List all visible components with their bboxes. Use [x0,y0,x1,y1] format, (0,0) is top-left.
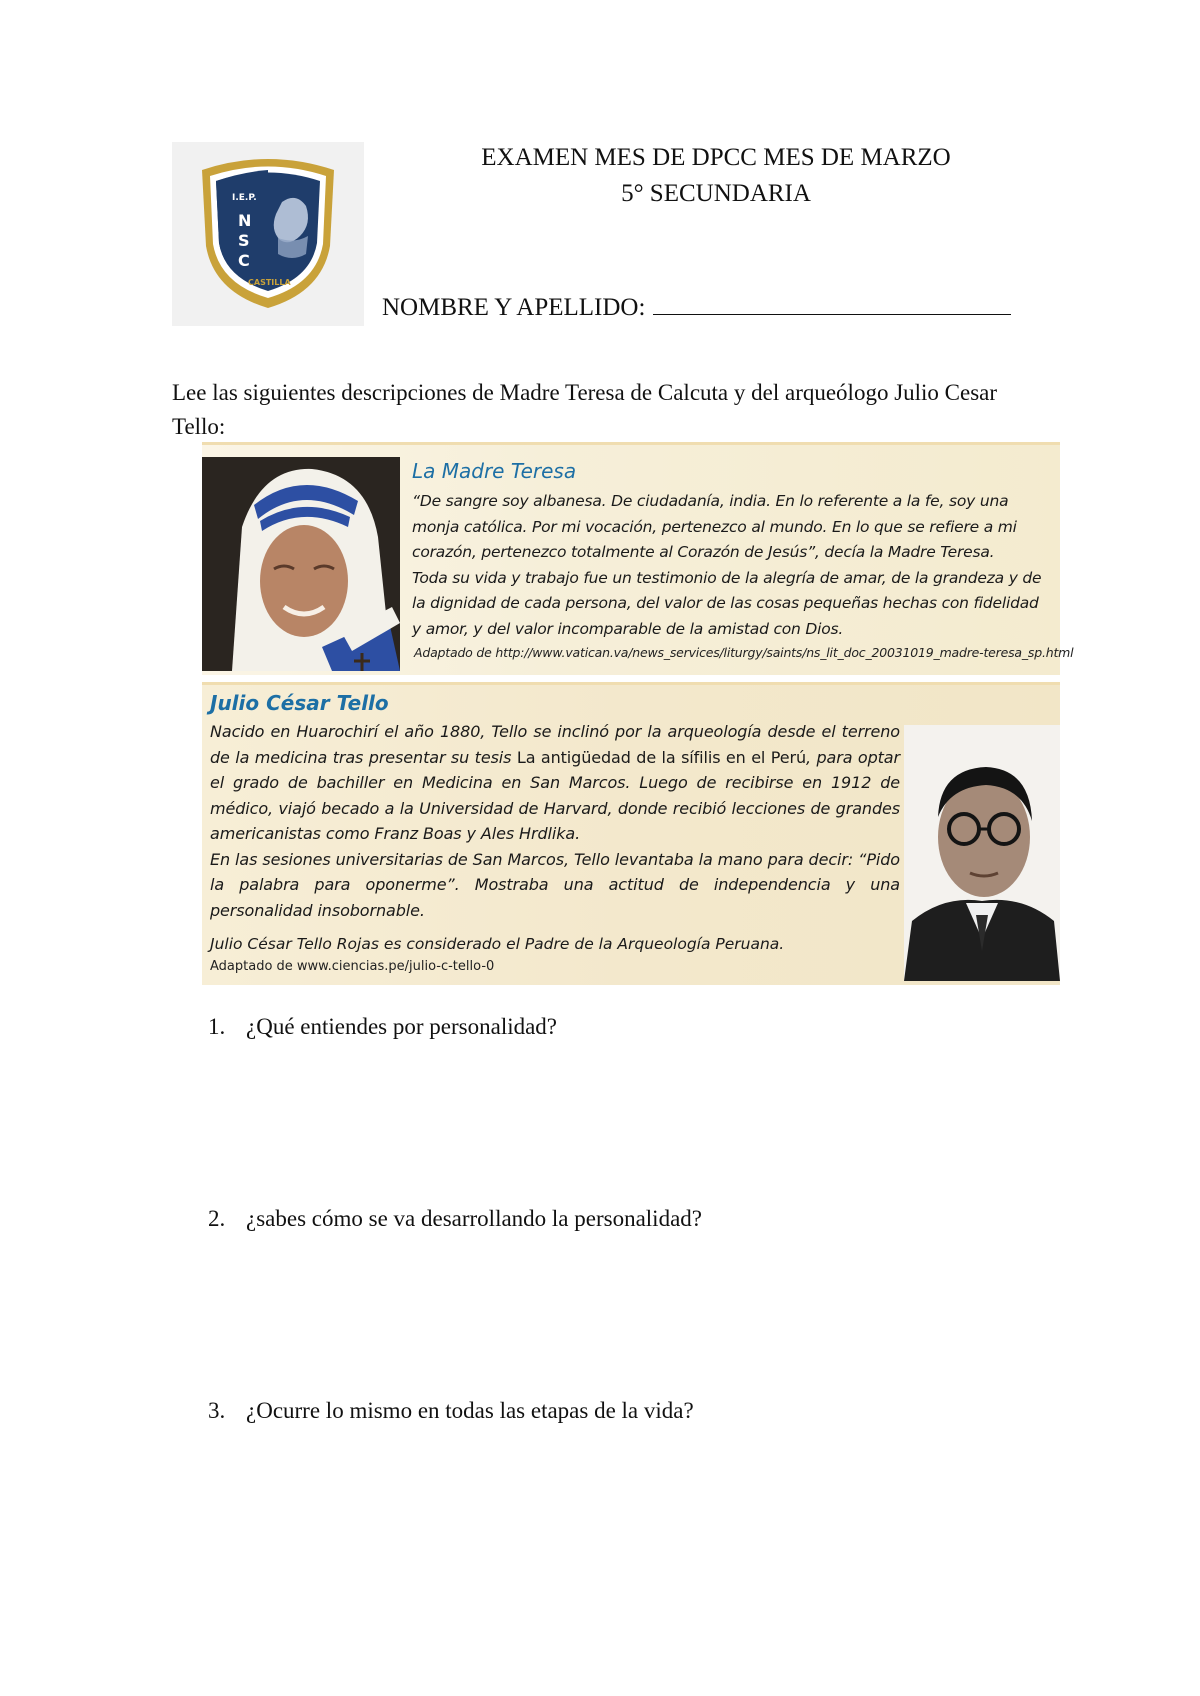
teresa-quote: “De sangre soy albanesa. De ciudadanía, india. En lo referente a la fe, soy una monja católica. Por mi vocación, pertenezco al mundo. En lo que se refiere a mi corazón, pertenezco totalmente al Corazón de Jesús”, decía la Madre Teresa. [412,492,1017,561]
logo-castilla: CASTILLA [248,278,291,287]
question-text: ¿Ocurre lo mismo en todas las etapas de la vida? [246,1398,694,1423]
name-label: NOMBRE Y APELLIDO: [382,294,646,321]
tello-source: Adaptado de www.ciencias.pe/julio-c-tello-0 [210,959,495,974]
question-text: ¿Qué entiendes por personalidad? [246,1014,558,1039]
mother-teresa-photo [202,457,400,671]
question-number: 3. [208,1398,226,1423]
school-logo [172,142,364,326]
textbook-excerpt [202,442,1074,984]
tello-p1-start: Nacido en Huarochirí el año 1880, Tello se inclinó por la arqueología desde el terreno de la medicina tras presentar su tesis [210,722,900,767]
teresa-panel [202,442,1074,675]
question-3 [208,1398,694,1424]
logo-letter-n: N [238,211,252,230]
question-number: 1. [208,1014,226,1039]
tello-p1-end: , para optar el grado de bachiller en Medicina en San Marcos. Luego de recibirse en 1912 de médico, viajó becado a la Universidad de Harvard, donde recibió lecciones de grandes americanistas como Franz Boas y Ales Hrdlika. [210,747,900,843]
question-2 [208,1206,702,1232]
question-number: 2. [208,1206,226,1231]
teresa-heading: La Madre Teresa [412,459,577,483]
tello-heading: Julio César Tello [210,691,389,715]
teresa-paragraph: Toda su vida y trabajo fue un testimonio de la alegría de amar, de la grandeza y de la dignidad de cada persona, del valor de las cosas pequeñas hechas con fidelidad y amor, y del valor incomparable de la amistad con Dios. [412,568,1042,638]
teresa-source: Adaptado de http://www.vatican.va/news_services/liturgy/saints/ns_lit_doc_20031019_madre-teresa_sp.html [414,645,1074,660]
logo-letter-c: C [238,251,250,270]
exam-title: EXAMEN MES DE DPCC MES DE MARZO [481,144,951,171]
intro-text: Lee las siguientes descripciones de Madre Teresa de Calcuta y del arqueólogo Julio Cesar Tello: [172,380,998,439]
name-field-row [382,290,1011,322]
tello-thesis-title: La antigüedad de la sífilis en el Perú [516,747,806,767]
tello-paragraph-2: En las sesiones universitarias de San Marcos, Tello levantaba la mano para decir: “Pido la palabra para oponerme”. Mostraba una actitud de independencia y una personalidad insobornable. [210,849,900,920]
julio-tello-photo [904,725,1060,981]
teresa-body [412,489,1052,642]
logo-iep: I.E.P. [232,193,257,203]
name-blank-line[interactable] [653,290,1011,315]
question-1 [208,1014,557,1040]
tello-paragraph-1 [210,719,900,847]
logo-letter-s: S [238,231,250,250]
tello-body [210,719,900,923]
question-text: ¿sabes cómo se va desarrollando la personalidad? [246,1206,702,1231]
grade-title: 5° SECUNDARIA [621,180,811,207]
shield-icon [172,142,364,326]
tello-panel [202,682,1060,985]
tello-closing: Julio César Tello Rojas es considerado el Padre de la Arqueología Peruana. [210,935,785,953]
